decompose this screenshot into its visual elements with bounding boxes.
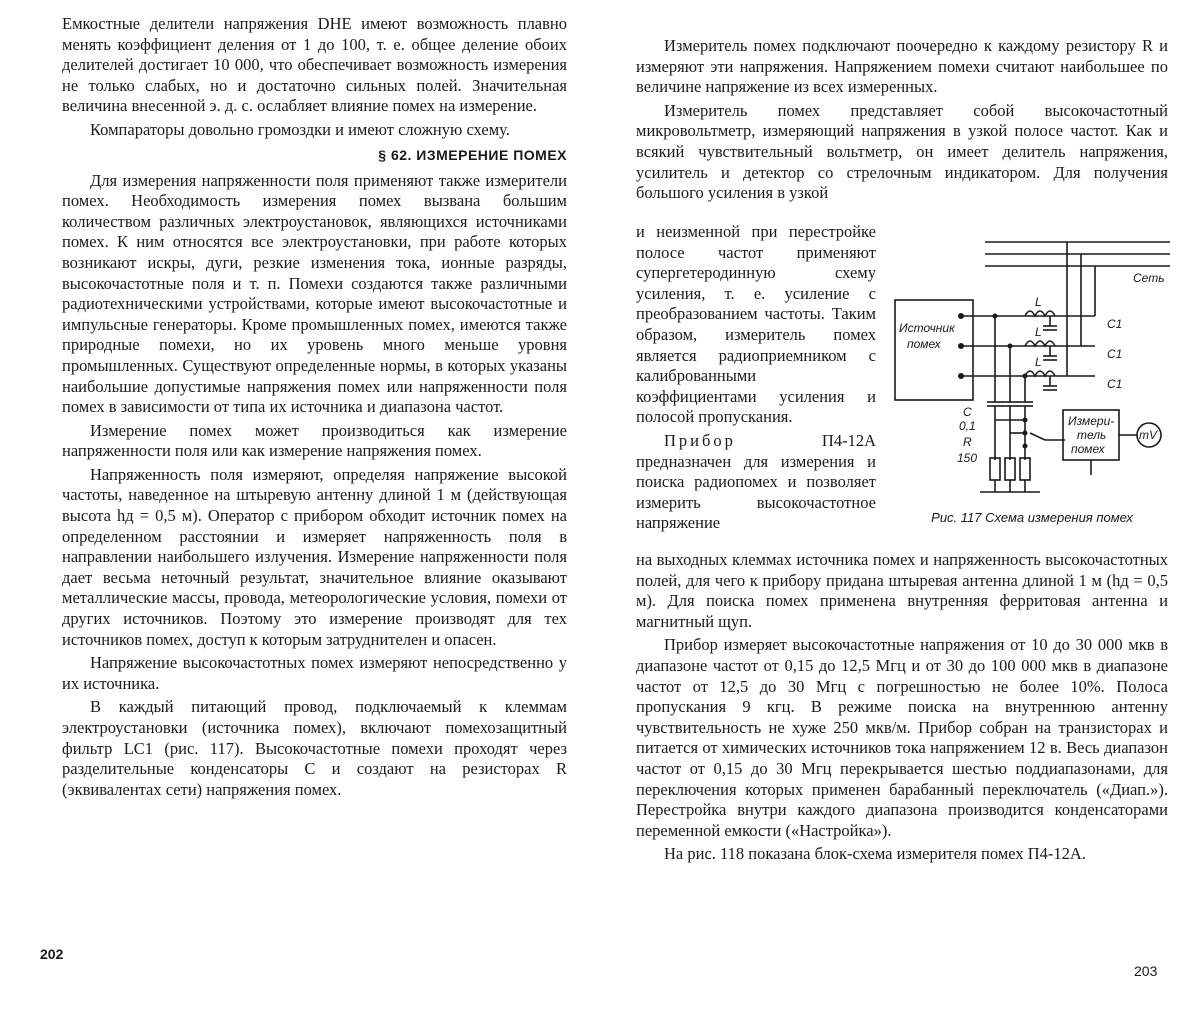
paragraph: Емкостные делители напряжения DHE имеют возможность плавно менять коэффициент деления от 1 до 100, т. е. общее деление обоих делителей достигает 10 000, что обеспечивает возможность измерения не только слабых, но и достаточно сильных полей. Значительная величина внесенной э. д. с. ослабляет влияние помех на измерение. bbox=[62, 14, 567, 116]
paragraph: В каждый питающий провод, подключаемый к клеммам электроустановки (источника помех), включают помехозащитный фильтр LC1 (рис. 117). Высокочастотные помехи проходят через разделительные конденсаторы C и создают на резисторах R (эквивалентах сети) напряжения помех. bbox=[62, 697, 567, 799]
paragraph: Прибор измеряет высокочастотные напряжения от 10 до 30 000 мкв в диапазоне частот от 0,15 до 12,5 Мгц и от 30 до 100 000 мкв в диапазоне частот от 12,5 до 30 Мгц с погрешностью не более 10%. Полоса пропускания 9 кгц. В режиме поиска на внутреннюю антенну чувствительность не хуже 250 мкв/м. Прибор собран на транзисторах и питается от химических источников тока напряжением 12 в. Весь диапазон частот от 0,15 до 30 Мгц перекрывается шестью поддиапазонами, для переключения которых применен барабанный переключатель («Диап.»). Перестройка внутри каждого диапазона производится конденсаторами переменной емкости («Настройка»). bbox=[636, 635, 1168, 840]
section-heading: § 62. ИЗМЕРЕНИЕ ПОМЕХ bbox=[378, 146, 567, 163]
paragraph: и неизменной при перестройке полосе частот применяют супергетеродинную схему усиления, т. е. усиление с преобразованием частоты. Таким образом, измеритель помех является радиоприемником с калиброванными коэффициентами усиления и полосой пропускания. bbox=[636, 222, 876, 427]
c1-label: C1 bbox=[1107, 347, 1123, 361]
c1-label: C1 bbox=[1107, 317, 1123, 331]
network-label: Сеть bbox=[1133, 271, 1165, 285]
figure-caption: Рис. 117 Схема измерения помех bbox=[931, 510, 1133, 525]
page-number: 203 bbox=[1134, 963, 1158, 979]
right-page bbox=[600, 0, 1200, 1012]
wrapped-text-column bbox=[636, 222, 876, 537]
paragraph: Измеритель помех подключают поочередно к каждому резистору R и измеряют эти напряжения. Напряжением помехи считают наибольшее по величине напряжение из всех измеренных. bbox=[636, 36, 1168, 97]
right-text-column-top bbox=[636, 36, 1168, 207]
resistor-label: R bbox=[963, 435, 972, 449]
device-word: Прибор bbox=[664, 430, 736, 450]
meter-label-line3: помех bbox=[1071, 442, 1105, 456]
right-text-column-bottom bbox=[636, 550, 1168, 868]
paragraph: на выходных клеммах источника помех и напряженность высокочастотных полей, для чего к прибору придана штыревая антенна длиной 1 м (hд = 0,5 м). Для поиска помех применена внутренняя ферритовая антенна и магнитный щуп. bbox=[636, 550, 1168, 631]
left-page bbox=[0, 0, 590, 1012]
paragraph: На рис. 118 показана блок-схема измерителя помех П4-12А. bbox=[664, 844, 1086, 864]
c1-label: C1 bbox=[1107, 377, 1123, 391]
inductor-label: L bbox=[1035, 355, 1042, 369]
resistor-value: 150 bbox=[957, 451, 978, 465]
paragraph: Компараторы довольно громоздки и имеют сложную схему. bbox=[90, 119, 510, 139]
figure-117 bbox=[885, 230, 1175, 530]
inductor-label: L bbox=[1035, 295, 1042, 309]
paragraph: Напряженность поля измеряют, определяя напряжение высокой частоты, наведенное на штыревую антенну длиной 1 м (действующая высота hд = 0,5 м). Оператор с прибором обходит источник помех на определенном расстоянии и измеряет напряженность поля в направлении наибольшего излучения. Измерение напряженности поля дает весьма неточный результат, значительное влияние оказывают металлические массы, провода, метеорологические условия, помехи от других источников. Поэтому это измерение производят для тех источников помех, доступ к которым затруднителен и опасен. bbox=[62, 464, 567, 649]
source-label-line2: помех bbox=[907, 337, 941, 351]
capacitor-label: C bbox=[963, 405, 972, 419]
source-label-line1: Источник bbox=[899, 321, 955, 335]
capacitor-value: 0,1 bbox=[959, 419, 976, 433]
meter-label-line2: тель bbox=[1077, 428, 1107, 442]
page-number: 202 bbox=[40, 946, 64, 962]
paragraph: Напряжение высокочастотных помех измеряют непосредственно у их источника. bbox=[62, 653, 567, 693]
paragraph: Измеритель помех представляет собой высокочастотный микровольтметр, измеряющий напряжения в узкой полосе частот. Как и всякий чувствительный вольтметр, он имеет делитель напряжения, усилитель и детектор со стрелочным индикатором. Для получения большого усиления в узкой bbox=[636, 100, 1168, 203]
paragraph: Измерение помех может производиться как измерение напряженности поля или как измерение напряжения помех. bbox=[62, 420, 567, 461]
interference-measurement-diagram bbox=[885, 230, 1175, 505]
paragraph bbox=[636, 431, 876, 534]
millivoltmeter-label: mV bbox=[1139, 428, 1157, 442]
left-text-column bbox=[62, 14, 567, 803]
inductor-label: L bbox=[1035, 325, 1042, 339]
device-description: П4-12А предназначен для измерения и поиска радиопомех и позволяет измерить высокочастотное напряжение bbox=[636, 430, 876, 533]
paragraph: Для измерения напряженности поля применяют также измерители помех. Необходимость измерения помех вызвана большим количеством различных электроустановок, являющихся источниками помех. К ним относятся все электроустановки, при работе которых возникают искры, дуги, резкие изменения тока, ионные разряды, высокочастотные поля и т. п. Помехи создаются также различными радиотехническими устройствами, которые имеют высокочастотные и импульсные генераторы. Кроме промышленных помех, имеются также природные помехи, но их уровень много меньше уровня промышленных. Существуют определенные нормы, в которых указаны наибольшие допустимые напряжения помех или напряженности поля помех в зависимости от типа их источника и диапазона частот. bbox=[62, 170, 567, 417]
meter-label-line1: Измери- bbox=[1068, 414, 1115, 428]
